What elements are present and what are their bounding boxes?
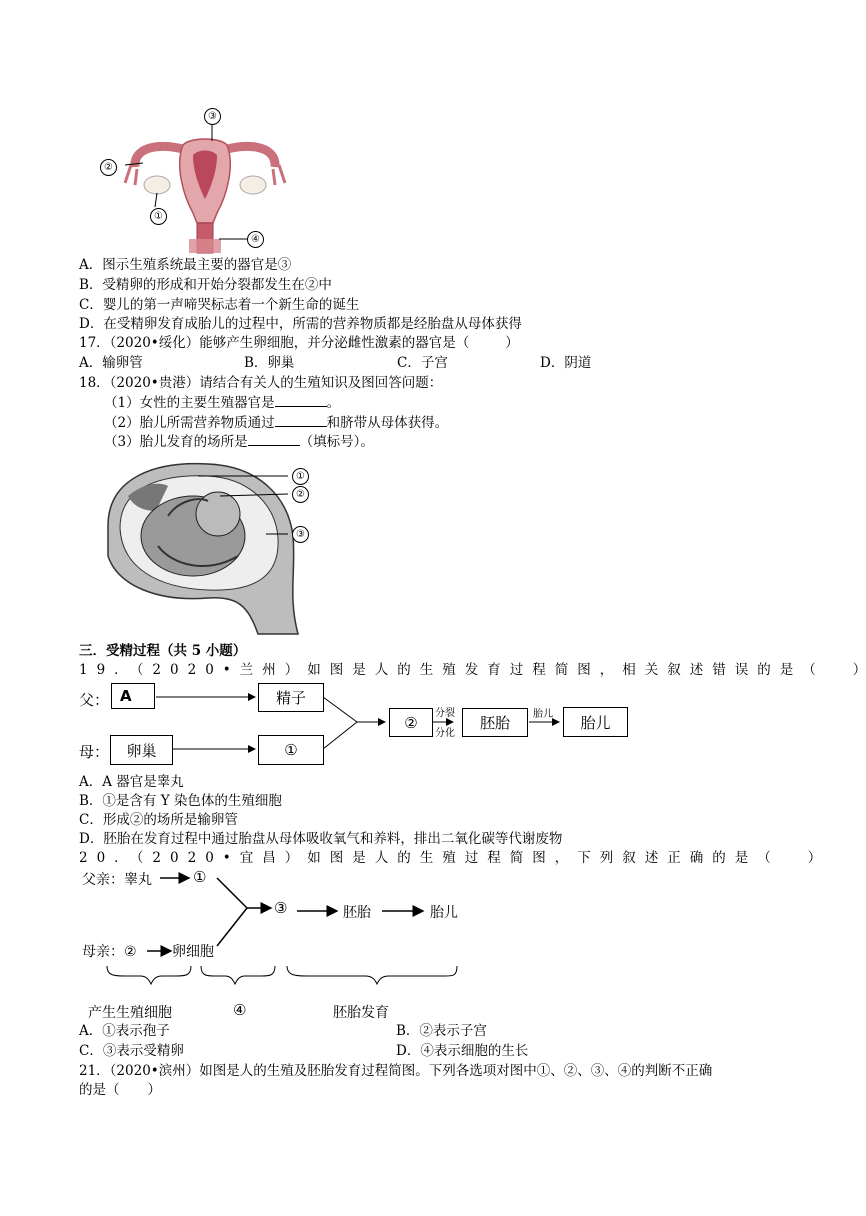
q19-box-fetus: 胎儿 <box>563 707 628 737</box>
q17-stem-text: 17．（2020•绥化）能够产生卵细胞，并分泌雌性激素的器官是（ <box>79 335 470 351</box>
q19-mother-label: 母： <box>79 743 110 761</box>
q20-father-label: 父亲：睾丸 <box>82 872 152 888</box>
q16-option-a: A．图示生殖系统最主要的器官是③ <box>79 257 292 273</box>
q21-stem-line2 <box>79 1081 161 1099</box>
q21-stem-line2-text: 的是（ <box>79 1082 120 1098</box>
q21-stem-line1: 21．（2020•滨州）如图是人的生殖及胚胎发育过程简图。下列各选项对图中①、②、③、④的判断不正确 <box>79 1063 713 1079</box>
q17-option-d: D．阴道 <box>540 355 592 371</box>
section-3-heading: 三．受精过程（共 5 小题） <box>79 643 247 659</box>
q19-box-sperm: 精子 <box>258 683 324 712</box>
q19-arrow-split: 分裂 <box>435 708 455 719</box>
q20-option-d: D．④表示细胞的生长 <box>396 1043 529 1059</box>
q19-arrow-differentiate: 分化 <box>435 728 455 739</box>
q20-egg: 卵细胞 <box>172 944 214 960</box>
fetus-label-1: ① <box>292 468 309 485</box>
q20-option-a: A．①表示孢子 <box>79 1023 170 1039</box>
q19-stem <box>79 661 866 679</box>
q19-option-d: D．胚胎在发育过程中通过胎盘从母体吸收氧气和养料，排出二氧化碳等代谢废物 <box>79 831 563 847</box>
q20-stem <box>79 849 821 867</box>
q18-stem: 18．（2020•贵港）请结合有关人的生殖知识及图回答问题： <box>79 375 443 391</box>
q19-box-1: ① <box>258 735 324 765</box>
q19-father-label: 父： <box>79 691 110 709</box>
q19-arrow-fetus: 胎儿 <box>533 709 553 720</box>
q18-sub3 <box>104 433 374 451</box>
q20-option-c: C．③表示受精卵 <box>79 1043 184 1059</box>
q19-box-ovary: 卵巢 <box>110 735 173 765</box>
uterus-diagram <box>95 105 315 255</box>
q16-option-b: B．受精卵的形成和开始分裂都发生在②中 <box>79 277 332 293</box>
q19-box-2: ② <box>389 708 433 737</box>
q18-sub2-text: （2）胎儿所需营养物质通过 <box>104 415 275 431</box>
q19-stem-end: ） <box>852 662 866 678</box>
fetus-label-2: ② <box>292 486 309 503</box>
q16-option-d: D．在受精卵发育成胎儿的过程中，所需的营养物质都是经胎盘从母体获得 <box>79 316 522 332</box>
q18-sub1-end: 。 <box>326 395 341 411</box>
q18-blank-3 <box>248 433 300 446</box>
q16-option-c: C．婴儿的第一声啼哭标志着一个新生命的诞生 <box>79 297 360 313</box>
q20-circle-1: ① <box>193 868 207 886</box>
q18-sub3-end: （填标号）。 <box>299 434 374 450</box>
q18-sub3-text: （3）胎儿发育的场所是 <box>104 434 248 450</box>
fetus-diagram <box>98 456 318 636</box>
q20-mother-label: 母亲：② <box>82 944 137 960</box>
q18-blank-2 <box>275 414 327 427</box>
uterus-label-1: ① <box>150 208 167 225</box>
q20-label-4: ④ <box>233 1001 247 1019</box>
q20-embryo: 胚胎 <box>343 905 371 921</box>
q17-option-b: B．卵巢 <box>244 355 295 371</box>
uterus-label-2: ② <box>100 159 117 176</box>
q20-stem-end: ） <box>807 850 822 866</box>
q20-fetus: 胎儿 <box>430 905 458 921</box>
fetus-label-3: ③ <box>292 526 309 543</box>
q18-sub2 <box>104 414 448 432</box>
q20-stem-text: 20．（2020•宜昌）如图是人的生殖过程简图，下列叙述正确的是（ <box>79 850 780 866</box>
q18-sub2-end: 和脐带从母体获得。 <box>326 415 449 431</box>
q20-label-embryo-development: 胚胎发育 <box>333 1005 389 1021</box>
uterus-label-3: ③ <box>204 108 221 125</box>
q17-stem-end: ） <box>505 335 519 351</box>
q20-circle-3: ③ <box>274 899 288 917</box>
q21-stem-line2-end: ） <box>147 1082 161 1098</box>
q19-box-a: A <box>111 683 155 709</box>
q17-option-c: C．子宫 <box>397 355 448 371</box>
q19-box-embryo: 胚胎 <box>462 708 528 737</box>
q19-stem-text: 19．（2020•兰州）如图是人的生殖发育过程简图，相关叙述错误的是（ <box>79 662 825 678</box>
q18-blank-1 <box>275 394 327 407</box>
uterus-label-4: ④ <box>247 231 264 248</box>
q18-sub1 <box>104 394 340 412</box>
q20-option-b: B．②表示子宫 <box>396 1023 487 1039</box>
q19-option-c: C．形成②的场所是输卵管 <box>79 812 238 828</box>
q17-stem <box>79 334 519 352</box>
q19-option-b: B．①是含有 Y 染色体的生殖细胞 <box>79 793 282 809</box>
q17-option-a: A．输卵管 <box>79 355 143 371</box>
q19-option-a: A．A 器官是睾丸 <box>79 774 184 790</box>
q18-sub1-text: （1）女性的主要生殖器官是 <box>104 395 275 411</box>
q20-label-produce-cells: 产生生殖细胞 <box>88 1005 172 1021</box>
